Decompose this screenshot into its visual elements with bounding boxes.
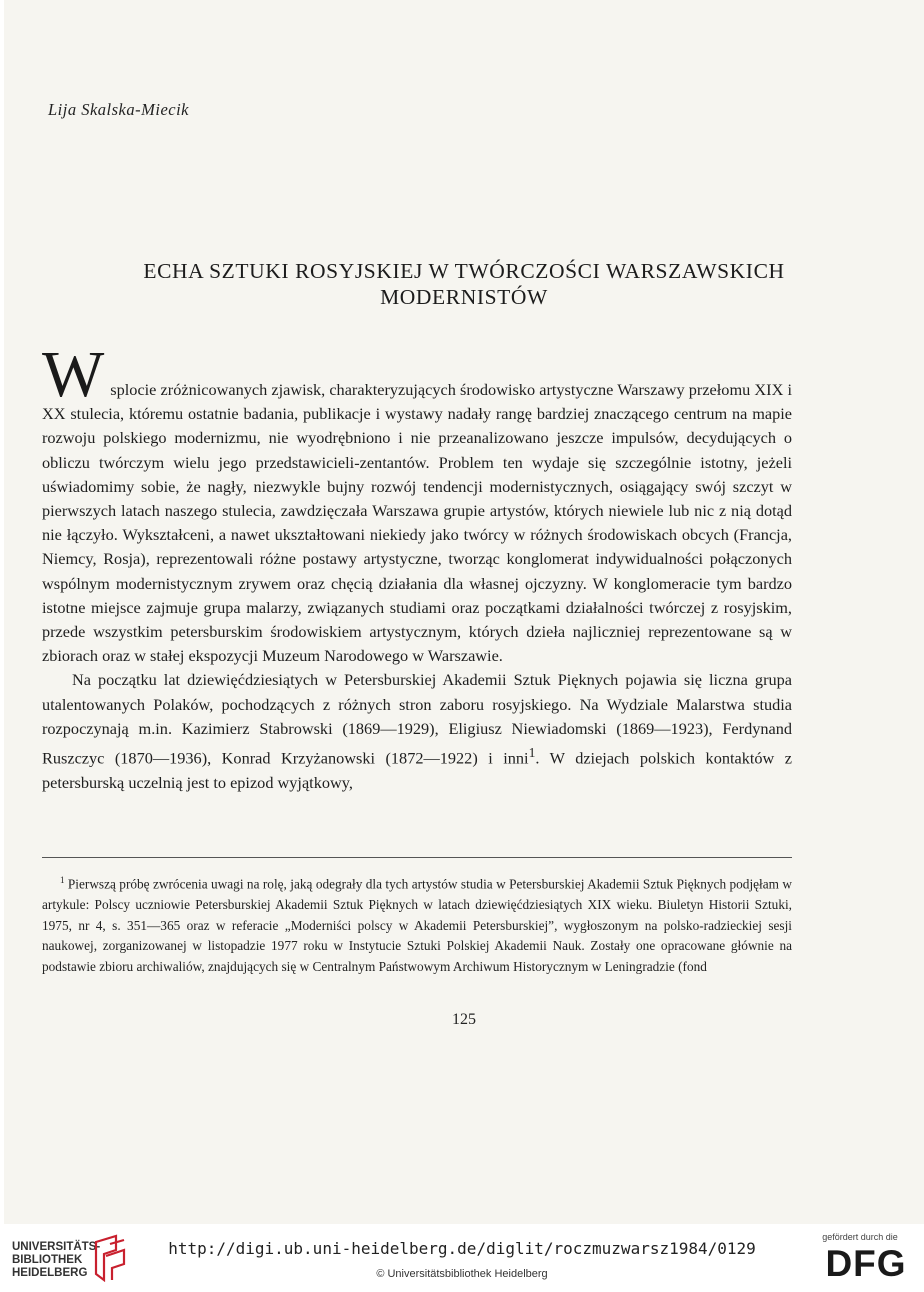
footnote-marker: 1 — [60, 875, 65, 885]
author-name: Lija Skalska-Miecik — [48, 100, 190, 119]
paragraph-2-text: Na początku lat dziewięćdziesiątych w Petersburskiej Akademii Sztuk Pięknych pojawia się liczna grupa utalentowanych Polaków, pochodzących z różnych stron zaboru rosyjskiego. Na Wydziale Malarstwa studia rozpoczynają m.in. Kazimierz Stabrowski (1869—1929), Eligiusz Niewiadomski (1869—1923), Ferdynand Ruszczyc (1870—1936), Konrad Krzyżanowski (1872—1922) i inni — [42, 670, 792, 768]
footnote-text: Pierwszą próbę zwrócenia uwagi na rolę, jaką odegrały dla tych artystów studia w Petersburskiej Akademii Sztuk Pięknych podjęłam w artykule: Polscy uczniowie Petersburskiej Akademii Sztuk Pięknych w latach dziewięćdziesiątych XIX wieku. Biuletyn Historii Sztuki, 1975, nr 4, s. 351—365 oraz w referacie „Moderniści polscy w Akademii Petersburskiej”, wygłoszonym na polsko-radzieckiej sesji naukowej, zorganizowanej w listopadzie 1977 roku w Instytucie Sztuki Polskiej Akademii Nauk. Zostały one opracowane głównie na podstawie zbioru archiwaliów, znajdujących się w Centralnym Państwowym Archiwum Historycznym w Leningradzie (fond — [42, 876, 792, 974]
library-name-line-2: BIBLIOTHEK — [12, 1254, 83, 1266]
paragraph-1 — [42, 338, 792, 668]
funding-note: gefördert durch die — [822, 1232, 898, 1242]
permalink-url[interactable]: http://digi.ub.uni-heidelberg.de/diglit/roczmuzwarsz1984/0129 — [168, 1239, 756, 1258]
page-number: 125 — [452, 1011, 476, 1028]
paragraph-2 — [42, 668, 792, 794]
drop-cap: W — [42, 338, 105, 411]
dfg-logo[interactable]: DFG — [825, 1243, 907, 1284]
digitization-footer — [0, 1224, 924, 1292]
article-body — [42, 338, 793, 795]
footnote-separator — [42, 857, 792, 858]
article-title-line-1: ECHA SZTUKI ROSYJSKIEJ W TWÓRCZOŚCI WARSZAWSKICH — [143, 259, 785, 283]
scanned-page — [4, 0, 924, 1224]
library-name-line-1: UNIVERSITÄTS- — [12, 1241, 101, 1253]
article-title-line-2: MODERNISTÓW — [380, 285, 548, 309]
copyright-notice: © Universitätsbibliothek Heidelberg — [376, 1268, 548, 1280]
footnote — [42, 870, 792, 977]
paragraph-2-end: . W dziejach polskich kontaktów z petersburską uczelnią jest to epizod wyjątkowy, — [42, 748, 793, 792]
footnote-reference[interactable]: 1 — [528, 745, 536, 761]
paragraph-1-text: splocie zróżnicowanych zjawisk, charakteryzujących środowisko artystyczne Warszawy przełomu XIX i XX stulecia, któremu ostatnie badania, publikacje i wystawy nadały rangę bardziej znaczącego centrum na mapie rozwoju polskiego modernizmu, nie wyodrębniono i nie przeanalizowano jeszcze impulsów, decydujących o obliczu twórczym wielu jego przedstawicieli-zentantów. Problem ten wydaje się szczególnie istotny, jeżeli uświadomimy sobie, że nagły, niezwykle bujny rozwój tendencji modernistycznych, osiągający swój szczyt w pierwszych latach naszego stulecia, zawdzięczała Warszawa grupie artystów, których niewiele lub nic z nią dotąd nie łączyło. Wykształceni, a nawet ukształtowani niekiedy jako twórcy w różnych środowiskach obcych (Francja, Niemcy, Rosja), reprezentowali różne postawy artystyczne, tworząc konglomerat indywidualności połączonych wspólnym modernistycznym zrywem oraz chęcią działania dla własnej ojczyzny. W konglomeracie tym bardzo istotne miejsce zajmuje grupa malarzy, związanych studiami oraz początkami działalności twórczej z rosyjskim, przede wszystkim petersburskim środowiskiem artystycznym, których dzieła najliczniej reprezentowane są w zbiorach oraz w stałej ekspozycji Muzeum Narodowego w Warszawie. — [42, 380, 792, 666]
library-name-line-3: HEIDELBERG — [12, 1267, 88, 1279]
